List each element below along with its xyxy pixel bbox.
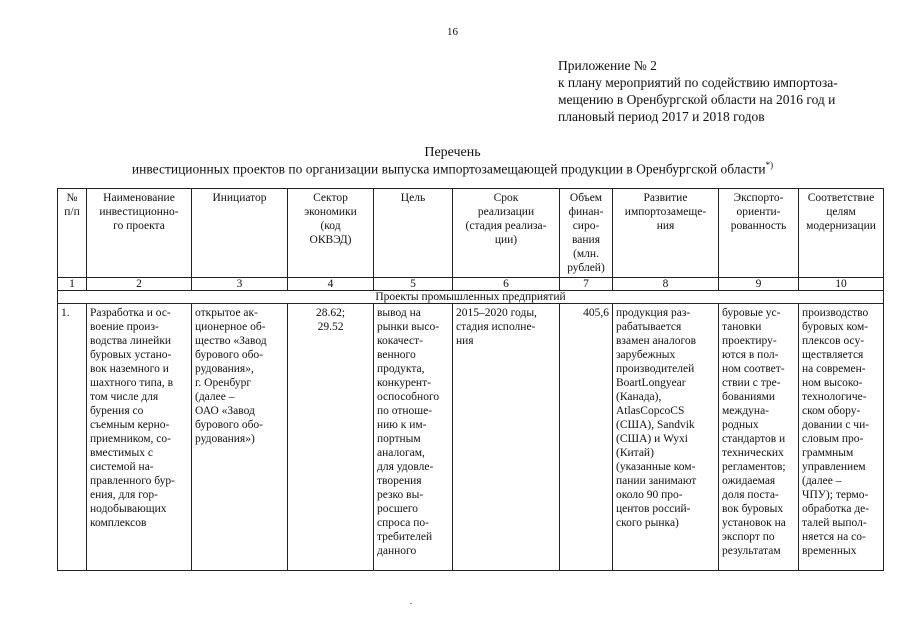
header-cell: Сектор экономики (код ОКВЭД) — [288, 189, 374, 278]
project-name: Разработка и ос- воение произ- водства линейки буровых устано- вок наземного и шахтного типа, в том числе для бурения со съемным керно- приемником, со- вместимых с системой на- правленного бур- ения, для гор- нодобывающих комплексов — [87, 304, 192, 571]
table-row — [58, 304, 884, 571]
import-substitution: продукция раз- рабатывается взамен аналогов зарубежных производителей BoartLongyear (Канада), AtlasCopcoCS (США), Sandvik (США) и Wyxi (Китай) (указанные ком- пании занимают около 90 про- центов россий- ского рынка) — [613, 304, 719, 571]
appendix-line-2: к плану мероприятий по содействию импортоза- — [558, 75, 838, 90]
export-orientation: буровые ус- тановки проектиру- ются в пол- ном соответ- ствии с тре- бованиями междуна- родных стандартов и технических регламентов; ожидаемая доля поста- вок буровых установок на экспорт по результатам — [719, 304, 799, 571]
scan-speck — [410, 603, 412, 604]
column-number: 1 — [58, 278, 87, 291]
appendix-line-3: мещению в Оренбургской области на 2016 год и — [558, 92, 836, 107]
footnote-mark: *) — [765, 160, 774, 170]
header-cell: Цель — [374, 189, 453, 278]
list-subtitle-text: инвестиционных проектов по организации выпуска импортозамещающей продукции в Оренбургской области — [131, 161, 766, 177]
appendix-line-4: плановый период 2017 и 2018 годов — [558, 109, 765, 124]
header-cell: Наименование инвестиционно- го проекта — [87, 189, 192, 278]
header-cell: Инициатор — [192, 189, 288, 278]
column-number: 2 — [87, 278, 192, 291]
project-initiator: открытое ак- ционерное об- щество «Завод бурового обо- рудования», г. Оренбург (далее – ОАО «Завод бурового обо- рудования») — [192, 304, 288, 571]
header-cell: Объем финан- сиро- вания (млн. рублей) — [560, 189, 613, 278]
appendix-line-1: Приложение № 2 — [558, 58, 657, 73]
section-title: Проекты промышленных предприятий — [58, 291, 884, 304]
header-cell: Экспорто- ориенти- рованность — [719, 189, 799, 278]
column-number: 10 — [799, 278, 884, 291]
page-number: 16 — [447, 26, 458, 38]
investment-projects-table — [57, 188, 884, 571]
financing-volume: 405,6 — [560, 304, 613, 571]
column-number: 7 — [560, 278, 613, 291]
column-number: 8 — [613, 278, 719, 291]
column-number: 6 — [453, 278, 560, 291]
row-number: 1. — [58, 304, 87, 571]
column-number-row — [58, 278, 884, 291]
project-goal: вывод на рынки высо- кокачест- венного продукта, конкурент- оспособного по отноше- нию к им- портным аналогам, для удовле- творения резко вы- росшего спроса по- требителей данного — [374, 304, 453, 571]
header-cell: № п/п — [58, 189, 87, 278]
list-title: Перечень — [424, 145, 481, 160]
implementation-term: 2015–2020 годы, стадия исполне- ния — [453, 304, 560, 571]
section-row — [58, 291, 884, 304]
table-header-row — [58, 189, 884, 278]
column-number: 9 — [719, 278, 799, 291]
column-number: 3 — [192, 278, 288, 291]
list-subtitle — [0, 160, 905, 178]
economic-sector: 28.62; 29.52 — [288, 304, 374, 571]
header-cell: Соответствие целям модернизации — [799, 189, 884, 278]
modernization-compliance: производство буровых ком- плексов осу- ществляется на современ- ном высоко- технологиче- ском обору- довании с чи- словым про- граммным управлением (далее – ЧПУ); термо- обработка де- талей выпол- няется на со- временных — [799, 304, 884, 571]
header-cell: Развитие импортозамеще- ния — [613, 189, 719, 278]
column-number: 4 — [288, 278, 374, 291]
appendix-header — [558, 57, 898, 125]
header-cell: Срок реализации (стадия реализа- ции) — [453, 189, 560, 278]
column-number: 5 — [374, 278, 453, 291]
